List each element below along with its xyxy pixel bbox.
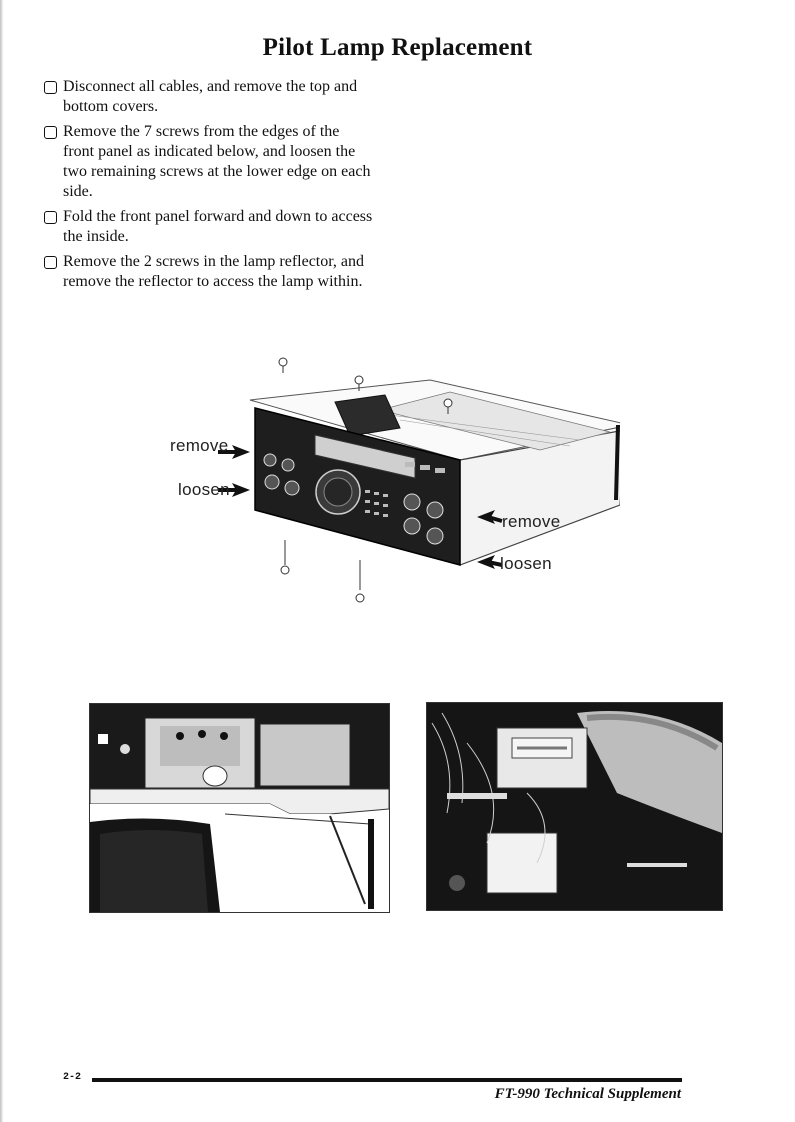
callout-remove-left: remove (170, 436, 229, 455)
scan-edge (0, 0, 3, 1122)
footer-doc-title: FT-990 Technical Supplement (494, 1086, 681, 1102)
checkbox-icon (44, 126, 57, 139)
step-text: Disconnect all cables, and remove the top and bottom covers. (63, 78, 358, 115)
footer-rule (92, 1078, 682, 1082)
step-text: Remove the 7 screws from the edges of the front panel as indicated below, and loosen the two remaining screws at the lower edge on each side. (63, 123, 371, 200)
callout-loosen-left: loosen (178, 480, 230, 499)
checkbox-icon (44, 81, 57, 94)
callout-loosen-right: loosen (500, 554, 552, 573)
photo-lamp-reflector-image (427, 703, 722, 910)
page-number: 2-2 (63, 1072, 82, 1083)
checkbox-icon (44, 256, 57, 269)
step-text: Fold the front panel forward and down to access the inside. (63, 208, 373, 245)
step-text: Remove the 2 screws in the lamp reflector, and remove the reflector to access the lamp within. (63, 253, 365, 290)
step-item (44, 122, 374, 202)
step-item (44, 207, 374, 247)
callout-remove-right: remove (502, 512, 561, 531)
photo-open-panel-image (90, 704, 389, 912)
radio-diagram (150, 340, 620, 620)
step-item (44, 252, 374, 292)
checkbox-icon (44, 211, 57, 224)
step-list (44, 77, 374, 297)
photo-lamp-reflector (426, 702, 723, 911)
page-title: Pilot Lamp Replacement (262, 34, 533, 61)
step-item (44, 77, 374, 117)
photo-open-panel (89, 703, 390, 913)
